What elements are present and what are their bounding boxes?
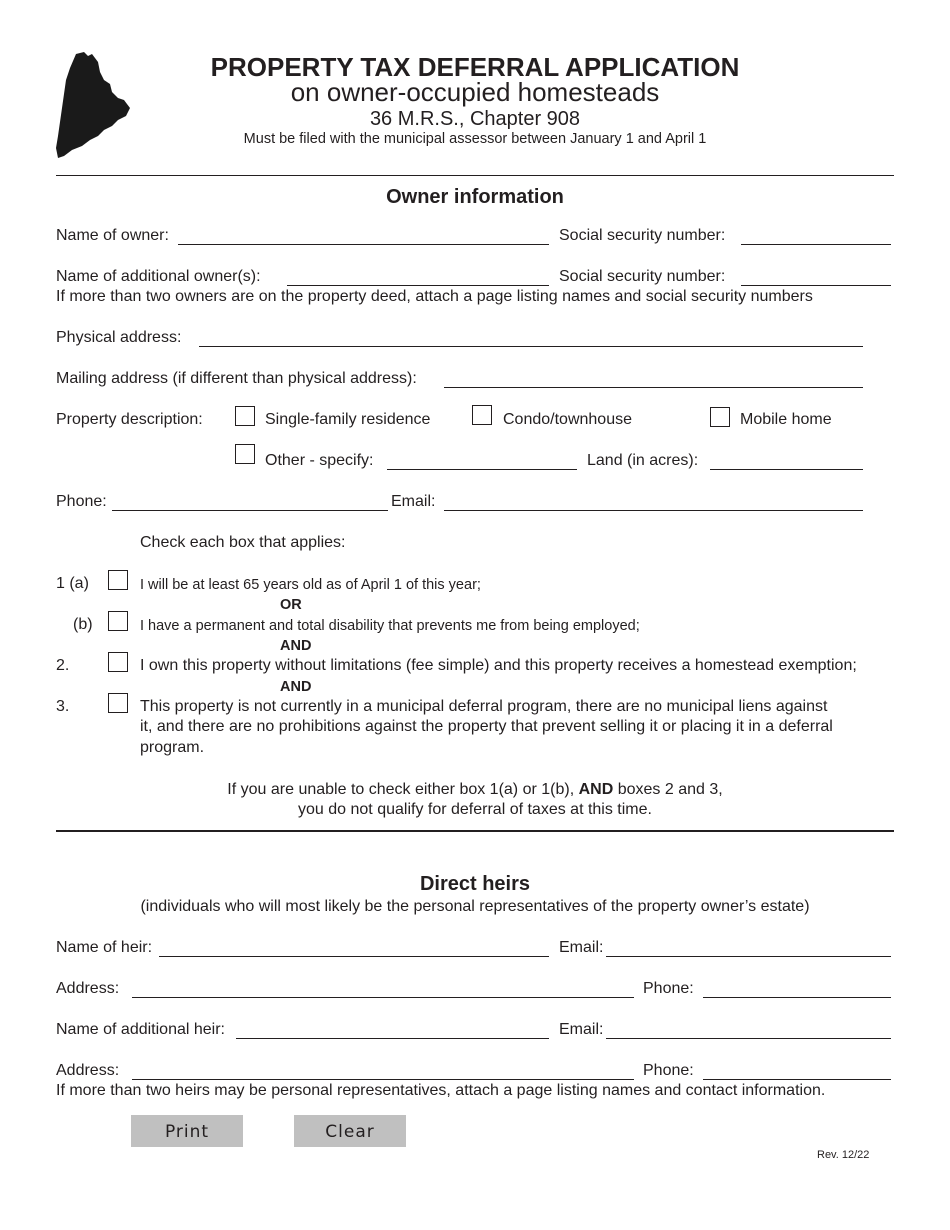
- more-owners-note: If more than two owners are on the property deed, attach a page listing names and social security numbers: [56, 288, 813, 305]
- condo-checkbox[interactable]: [472, 405, 492, 425]
- additional-heir-input[interactable]: [236, 1021, 553, 1039]
- qualification-note-line2: you do not qualify for deferral of taxes at this time.: [298, 801, 652, 818]
- owner-phone-label: Phone:: [56, 493, 107, 510]
- heirs-section-heading: Direct heirs: [419, 873, 531, 895]
- ownership-checkbox[interactable]: [108, 652, 128, 672]
- print-button[interactable]: Print: [131, 1115, 243, 1147]
- qualification-note-pre: If you are unable to check either box 1(a) or 1(b),: [227, 781, 575, 798]
- filing-deadline-note: Must be filed with the municipal assessor between January 1 and April 1: [243, 131, 707, 147]
- condo-label: Condo/townhouse: [503, 411, 632, 428]
- other-property-checkbox[interactable]: [235, 444, 255, 464]
- additional-heir-label: Name of additional heir:: [56, 1021, 225, 1038]
- item-1b-number: (b): [73, 616, 93, 633]
- additional-heir-phone-label: Phone:: [643, 1062, 694, 1079]
- disability-checkbox[interactable]: [108, 611, 128, 631]
- statute-reference: 36 M.R.S., Chapter 908: [369, 108, 581, 130]
- physical-address-label: Physical address:: [56, 329, 182, 346]
- section-divider: [56, 830, 894, 832]
- age-65-text: I will be at least 65 years old as of April 1 of this year;: [140, 577, 481, 593]
- no-deferral-text-line3: program.: [140, 739, 205, 756]
- and-connector-2: AND: [280, 679, 312, 695]
- single-family-checkbox[interactable]: [235, 406, 255, 426]
- no-deferral-checkbox[interactable]: [108, 693, 128, 713]
- or-connector: OR: [280, 597, 302, 613]
- additional-owner-label: Name of additional owner(s):: [56, 268, 261, 285]
- heir-name-input[interactable]: [159, 939, 553, 957]
- heir-phone-label: Phone:: [643, 980, 694, 997]
- qualification-note-post: boxes 2 and 3,: [617, 781, 723, 798]
- additional-owner-input[interactable]: [287, 268, 553, 286]
- mailing-address-input[interactable]: [444, 370, 867, 388]
- owner-name-input[interactable]: [178, 227, 553, 245]
- physical-address-input[interactable]: [199, 329, 867, 347]
- owner-email-label: Email:: [391, 493, 436, 510]
- other-property-label: Other - specify:: [265, 452, 374, 469]
- divider: [56, 175, 894, 176]
- heir-address-label: Address:: [56, 980, 120, 997]
- clear-button[interactable]: Clear: [294, 1115, 406, 1147]
- qualification-note: [0, 780, 950, 820]
- additional-heir-phone-input[interactable]: [703, 1062, 895, 1080]
- additional-heir-email-label: Email:: [559, 1021, 604, 1038]
- heir-email-input[interactable]: [606, 939, 895, 957]
- mobile-home-label: Mobile home: [740, 411, 832, 428]
- heir-email-label: Email:: [559, 939, 604, 956]
- item-1a-number: 1 (a): [56, 575, 89, 592]
- heirs-subheading: (individuals who will most likely be the personal representatives of the property owner’s estate): [140, 898, 810, 915]
- more-heirs-note: If more than two heirs may be personal representatives, attach a page listing names and contact information.: [56, 1082, 826, 1099]
- owner-phone-input[interactable]: [112, 493, 392, 511]
- no-deferral-text-line2: it, and there are no prohibitions against the property that prevent selling it or placing it in a deferral: [140, 718, 833, 735]
- additional-heir-address-input[interactable]: [132, 1062, 638, 1080]
- qualification-note-and: AND: [578, 781, 614, 798]
- and-connector-1: AND: [280, 638, 312, 654]
- no-deferral-text-line1: This property is not currently in a municipal deferral program, there are no municipal liens against: [140, 698, 828, 715]
- eligibility-instruction: Check each box that applies:: [140, 534, 346, 551]
- other-property-input[interactable]: [387, 452, 581, 470]
- form-subtitle: on owner-occupied homesteads: [290, 77, 660, 107]
- disability-text: I have a permanent and total disability that prevents me from being employed;: [140, 618, 640, 634]
- heir-phone-input[interactable]: [703, 980, 895, 998]
- ownership-text: I own this property without limitations (fee simple) and this property receives a homestead exemption;: [140, 657, 857, 674]
- additional-heir-address-label: Address:: [56, 1062, 120, 1079]
- mobile-home-checkbox[interactable]: [710, 407, 730, 427]
- additional-owner-ssn-label: Social security number:: [559, 268, 726, 285]
- heir-name-label: Name of heir:: [56, 939, 153, 956]
- revision-label: Rev. 12/22: [817, 1149, 870, 1161]
- single-family-label: Single-family residence: [265, 411, 431, 428]
- land-acres-input[interactable]: [710, 452, 867, 470]
- owner-email-input[interactable]: [444, 493, 867, 511]
- form-title: PROPERTY TAX DEFERRAL APPLICATION: [210, 52, 740, 82]
- owner-section-heading: Owner information: [386, 186, 564, 208]
- mailing-address-label: Mailing address (if different than physical address):: [56, 370, 417, 387]
- additional-heir-email-input[interactable]: [606, 1021, 895, 1039]
- property-description-label: Property description:: [56, 411, 203, 428]
- heir-address-input[interactable]: [132, 980, 638, 998]
- item-3-number: 3.: [56, 698, 70, 715]
- owner-ssn-input[interactable]: [741, 227, 895, 245]
- item-2-number: 2.: [56, 657, 70, 674]
- owner-ssn-label: Social security number:: [559, 227, 726, 244]
- age-65-checkbox[interactable]: [108, 570, 128, 590]
- land-acres-label: Land (in acres):: [587, 452, 699, 469]
- owner-name-label: Name of owner:: [56, 227, 169, 244]
- additional-owner-ssn-input[interactable]: [741, 268, 895, 286]
